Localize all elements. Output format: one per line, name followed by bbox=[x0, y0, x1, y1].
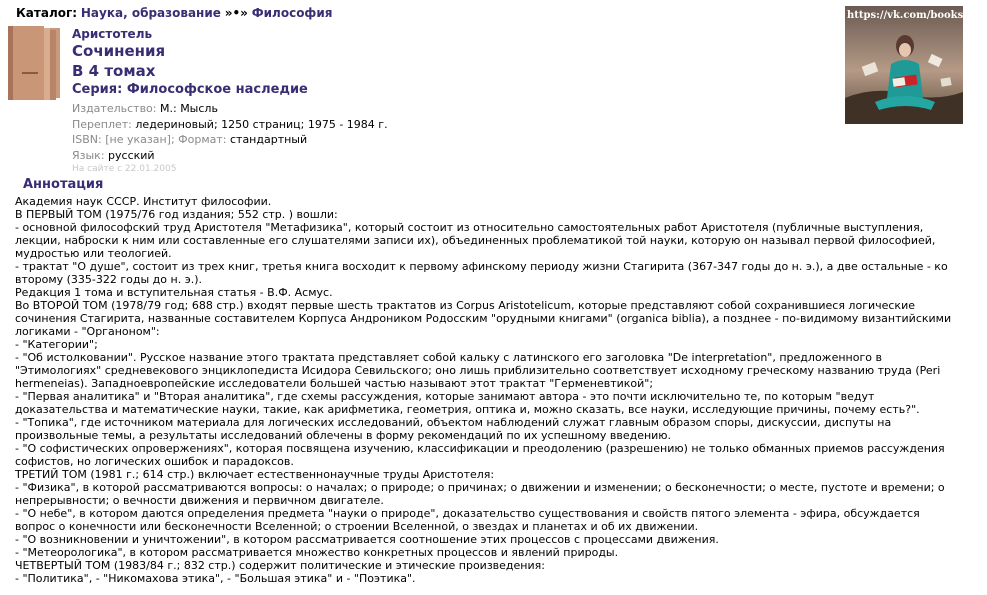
annotation-line: ТРЕТИЙ ТОМ (1981 г.; 614 стр.) включает естественнонаучные труды Аристотеля: bbox=[15, 468, 495, 481]
book-title: Сочинения bbox=[72, 42, 166, 60]
book-header bbox=[72, 27, 388, 175]
breadcrumb-link-philosophy[interactable]: Философия bbox=[251, 6, 333, 20]
annotation-line: Во ВТОРОЙ ТОМ (1978/79 год; 688 стр.) входят первые шесть трактатов из Corpus Aristotelicum, которые представляют собой сохранившиеся логические сочинения Стагирита, названные составителем Корпуса Андроником Родосским "орудными книгами" (organica biblia), а позднее - по-видимому византийскими логиками - "Органоном": bbox=[15, 299, 952, 338]
annotation-line: - "Топика", где источником материала для логических исследований, объектом наблюдений служат главным образом споры, дискуссии, диспуты на произвольные темы, а результаты исследований облечены в форму рекомендаций по их успешному введению. bbox=[15, 416, 892, 442]
books-stack-icon bbox=[6, 26, 66, 102]
annotation-line: Редакция 1 тома и вступительная статья - В.Ф. Асмус. bbox=[15, 286, 333, 299]
reading-girl-illustration bbox=[845, 6, 963, 124]
language-line bbox=[72, 148, 388, 164]
publisher-label: Издательство: bbox=[72, 102, 157, 115]
breadcrumb bbox=[16, 6, 332, 20]
author-link[interactable]: Аристотель bbox=[72, 27, 153, 41]
annotation-text bbox=[15, 195, 963, 585]
annotation-line: ЧЕТВЕРТЫЙ ТОМ (1983/84 г.; 832 стр.) содержит политические и этические произведения: bbox=[15, 559, 545, 572]
annotation-line: - "Об истолковании". Русское название этого трактата представляет собой кальку с латинского его заголовка "De interpretation", предложенного в "Этимологиях" средневекового энциклопедиста Исидора Севильского; оно лишь приблизительно соответствует исходному греческому названию труда (Peri hermeneias). Западноевропейские исследователи большей частью называют этот трактат "Герменевтикой"; bbox=[15, 351, 941, 390]
publisher-value: М.: Мысль bbox=[160, 102, 218, 115]
breadcrumb-separator: »•» bbox=[224, 6, 248, 20]
binding-label: Переплет: bbox=[72, 117, 132, 131]
isbn-label: ISBN: bbox=[72, 133, 102, 146]
series-label: Серия: bbox=[72, 82, 123, 97]
annotation-line: - "Категории"; bbox=[15, 338, 98, 351]
annotation-line: - "О небе", в котором даются определения предмета "науки о природе", доказательство существования и свойств пятого элемента - эфира, обсуждается вопрос о конечности или бесконечности Вселенной; о строении Вселенной, о звездах и планетах и об их движении. bbox=[15, 507, 920, 533]
annotation-line: - "Метеорологика", в котором рассматривается множество конкретных процессов и явлений природы. bbox=[15, 546, 619, 559]
annotation-line: В ПЕРВЫЙ ТОМ (1975/76 год издания; 552 стр. ) вошли: bbox=[15, 208, 338, 221]
annotation-line: - "О софистических опровержениях", которая посвящена изучению, классификации и преодолению (разрешению) не только обманных приемов рассуждения софистов, но логических ошибок и парадоксов. bbox=[15, 442, 945, 468]
publisher-line bbox=[72, 101, 388, 117]
annotation-line: - "О возникновении и уничтожении", в котором рассматривается соотношение этих процессов с процессами движения. bbox=[15, 533, 719, 546]
language-value: русский bbox=[108, 148, 155, 162]
breadcrumb-link-science[interactable]: Наука, образование bbox=[80, 6, 221, 20]
added-date: На сайте с 22.01.2005 bbox=[72, 164, 177, 174]
annotation-line: - "Первая аналитика" и "Вторая аналитика", где схемы рассуждения, которые занимают автора - это почти исключительно те, по которым "ведут доказательства и математические науки, такие, как арифметика, геометрия, оптика и, можно сказать, все науки, исследующие причины, почему есть?". bbox=[15, 390, 920, 416]
annotation-line: Академия наук СССР. Институт философии. bbox=[15, 195, 272, 208]
book-subtitle: В 4 томах bbox=[72, 62, 156, 80]
isbn-line bbox=[72, 132, 388, 148]
format-value: стандартный bbox=[229, 133, 308, 146]
binding-line bbox=[72, 117, 388, 133]
annotation-line: - трактат "О душе", состоит из трех книг, третья книга восходит к первому афинскому периоду жизни Стагирита (367-347 годы до н. э.), а две остальные - ко второму (335-322 годы до н. э.). bbox=[15, 260, 948, 286]
language-label: Язык: bbox=[72, 148, 105, 162]
annotation-line: - основной философский труд Аристотеля "Метафизика", который состоит из относительно самостоятельных работ Аристотеля (публичные выступления, лекции, наброски к ним или составленные его слушателями записи их), объединенных проблематикой той науки, которую он называл первой философией, мудростью или теологией. bbox=[15, 221, 936, 260]
series-link[interactable]: Философское наследие bbox=[126, 82, 308, 97]
cover-image[interactable] bbox=[845, 6, 963, 124]
book-details bbox=[72, 101, 388, 175]
isbn-value: [не указан] bbox=[105, 133, 171, 146]
binding-value: ледериновый; 1250 страниц; 1975 - 1984 г. bbox=[135, 117, 388, 131]
series-line bbox=[72, 81, 388, 99]
format-label: ; Формат: bbox=[170, 133, 227, 146]
cover-watermark: https://vk.com/books_vrn bbox=[847, 10, 987, 21]
annotation-line: - "Физика", в которой рассматриваются вопросы: о началах; о природе; о причинах; о движении и изменении; о бесконечности; о месте, пустоте и времени; о непрерывности; о вечности движения и первичном двигателе. bbox=[15, 481, 945, 507]
annotation-line: - "Политика", - "Никомахова этика", - "Большая этика" и - "Поэтика". bbox=[15, 572, 416, 585]
annotation-heading: Аннотация bbox=[23, 177, 104, 192]
book-thumbnail[interactable] bbox=[6, 26, 66, 102]
catalog-label: Каталог: bbox=[16, 6, 78, 20]
